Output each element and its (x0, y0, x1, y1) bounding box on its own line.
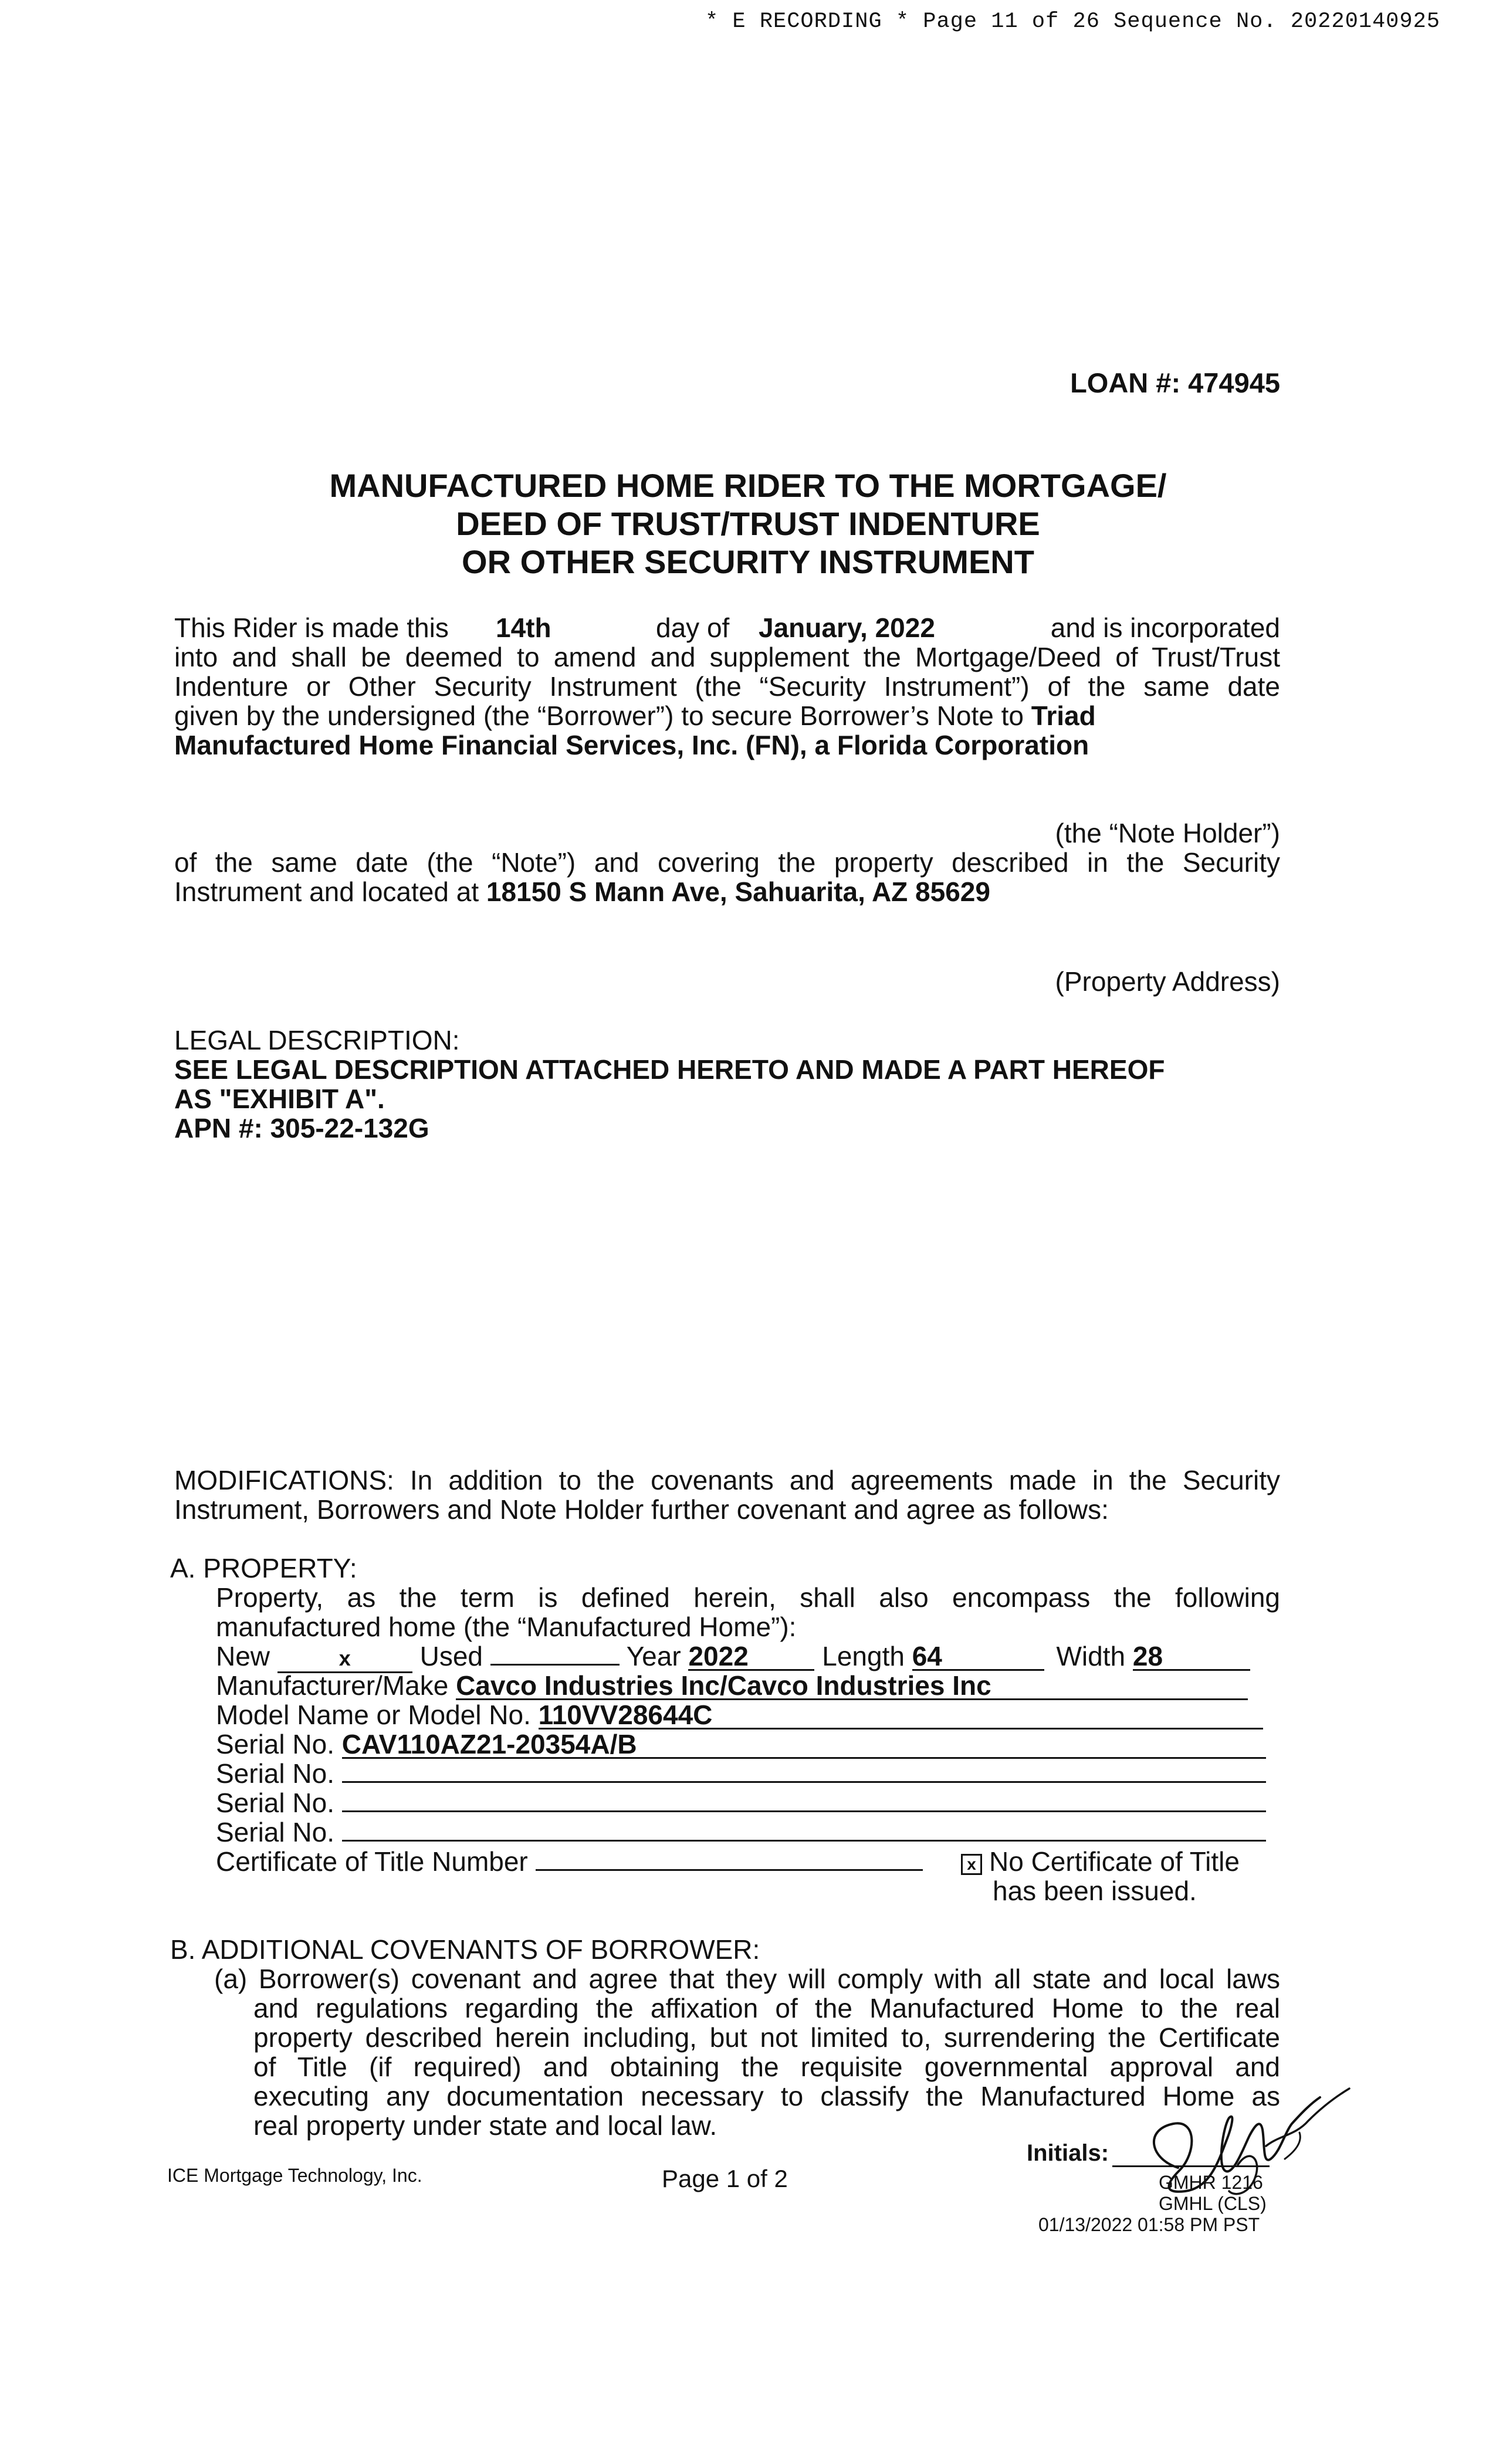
make-label: Manufacturer/Make (216, 1670, 449, 1701)
serial-row-2 (216, 1759, 1266, 1788)
made-this-label: This Rider is made this (174, 612, 449, 643)
initials-signature (1109, 2077, 1367, 2212)
length-label: Length (822, 1641, 905, 1671)
serial-label-3: Serial No. (216, 1788, 334, 1818)
day-value: 14th (496, 612, 551, 643)
document-title (0, 466, 1496, 581)
used-label: Used (419, 1641, 483, 1671)
title-line-2: DEED OF TRUST/TRUST INDENTURE (456, 505, 1040, 542)
recording-header: * E RECORDING * Page 11 of 26 Sequence No. 20220140925 (705, 9, 1440, 34)
serial-value-3 (342, 1810, 1266, 1812)
day-of-label: day of (656, 612, 730, 643)
located-at-label: Instrument and located at (174, 876, 479, 907)
width-label: Width (1056, 1641, 1126, 1671)
lender-name-part1: Triad (1031, 700, 1096, 731)
title-line-1: MANUFACTURED HOME RIDER TO THE MORTGAGE/ (329, 467, 1167, 504)
covenant-a-line-6: real property under state and local law. (253, 2110, 717, 2141)
legal-description-line-2: AS "EXHIBIT A". (174, 1084, 385, 1114)
model-label: Model Name or Model No. (216, 1700, 531, 1730)
serial-label-4: Serial No. (216, 1817, 334, 1847)
no-certificate-checkbox: x (961, 1854, 982, 1875)
year-label: Year (626, 1641, 681, 1671)
covenant-a-line-1: (a) Borrower(s) covenant and agree that they will comply with all state and local laws (214, 1964, 1280, 1994)
footer-company: ICE Mortgage Technology, Inc. (167, 2165, 422, 2186)
located-at-line (174, 877, 990, 906)
serial-value-4 (342, 1840, 1266, 1842)
form-number-1: GMHR 1216 (1159, 2172, 1263, 2193)
no-certificate-option (961, 1847, 1240, 1876)
certificate-row (216, 1847, 923, 1876)
loan-value: 474945 (1188, 367, 1280, 398)
serial-label-2: Serial No. (216, 1758, 334, 1789)
same-date-line: of the same date (the “Note”) and covering the property described in the Security (174, 847, 1280, 878)
serial-row-1 (216, 1729, 1266, 1759)
property-heading: A. PROPERTY: (170, 1553, 357, 1583)
year-value: 2022 (688, 1643, 814, 1671)
incorporated-label: and is incorporated (1050, 612, 1280, 643)
serial-row-3 (216, 1788, 1266, 1817)
intro-line-4-text: given by the undersigned (the “Borrower”) to secure Borrower’s Note to (174, 700, 1024, 731)
new-label: New (216, 1641, 270, 1671)
form-number-2: GMHL (CLS) (1159, 2193, 1267, 2214)
property-address-value: 18150 S Mann Ave, Sahuarita, AZ 85629 (486, 876, 990, 907)
model-row (216, 1700, 1263, 1729)
lender-name-part2: Manufactured Home Financial Services, Inc. (FN), a Florida Corporation (174, 730, 1089, 760)
modifications-line-2: Instrument, Borrowers and Note Holder further covenant and agree as follows: (174, 1494, 1109, 1525)
intro-line-2: into and shall be deemed to amend and supplement the Mortgage/Deed of Trust/Trust (174, 642, 1280, 672)
apn-number: APN #: 305-22-132G (174, 1113, 429, 1143)
footer-timestamp: 01/13/2022 01:58 PM PST (1038, 2214, 1260, 2235)
loan-label: LOAN #: (1070, 367, 1181, 398)
initials-label: Initials: (1027, 2140, 1109, 2166)
property-address-label: (Property Address) (1055, 966, 1280, 997)
intro-line-3: Indenture or Other Security Instrument (the “Security Instrument”) of the same date (174, 671, 1280, 702)
make-row (216, 1671, 1248, 1700)
covenant-a-line-3: property described herein including, but not limited to, surrendering the Certificate (253, 2022, 1280, 2053)
covenant-a-line-5: executing any documentation necessary to classify the Manufactured Home as (253, 2081, 1280, 2111)
home-details-row (216, 1641, 1250, 1673)
legal-description-label: LEGAL DESCRIPTION: (174, 1025, 460, 1055)
used-value (490, 1664, 620, 1666)
modifications-line-1: MODIFICATIONS: In addition to the covenants and agreements made in the Security (174, 1465, 1280, 1495)
certificate-label: Certificate of Title Number (216, 1846, 528, 1877)
covenant-a-line-4: of Title (if required) and obtaining the requisite governmental approval and (253, 2052, 1280, 2082)
note-holder-label: (the “Note Holder”) (1055, 818, 1280, 848)
no-certificate-line-2: has been issued. (993, 1876, 1197, 1906)
serial-label-1: Serial No. (216, 1729, 334, 1759)
serial-value-1: CAV110AZ21-20354A/B (342, 1731, 1266, 1759)
property-line-1: Property, as the term is defined herein, shall also encompass the following (216, 1582, 1280, 1613)
covenants-heading: B. ADDITIONAL COVENANTS OF BORROWER: (170, 1934, 760, 1965)
intro-line-4 (174, 701, 1096, 730)
model-value: 110VV28644C (539, 1702, 1263, 1729)
length-value: 64 (912, 1643, 1044, 1671)
month-year-value: January, 2022 (759, 612, 935, 643)
legal-description-line-1: SEE LEGAL DESCRIPTION ATTACHED HERETO AND MADE A PART HEREOF (174, 1054, 1165, 1085)
new-value: x (277, 1646, 412, 1673)
certificate-value (536, 1869, 923, 1871)
covenant-a-line-2: and regulations regarding the affixation of the Manufactured Home to the real (253, 1993, 1280, 2023)
serial-row-4 (216, 1817, 1266, 1847)
loan-number (1070, 367, 1280, 399)
no-certificate-line-1: No Certificate of Title (989, 1846, 1240, 1877)
make-value: Cavco Industries Inc/Cavco Industries Inc (456, 1673, 1248, 1700)
footer-page-number: Page 1 of 2 (662, 2165, 788, 2192)
width-value: 28 (1133, 1643, 1250, 1671)
property-line-2: manufactured home (the “Manufactured Home”): (216, 1612, 797, 1642)
serial-value-2 (342, 1781, 1266, 1783)
title-line-3: OR OTHER SECURITY INSTRUMENT (462, 543, 1034, 580)
